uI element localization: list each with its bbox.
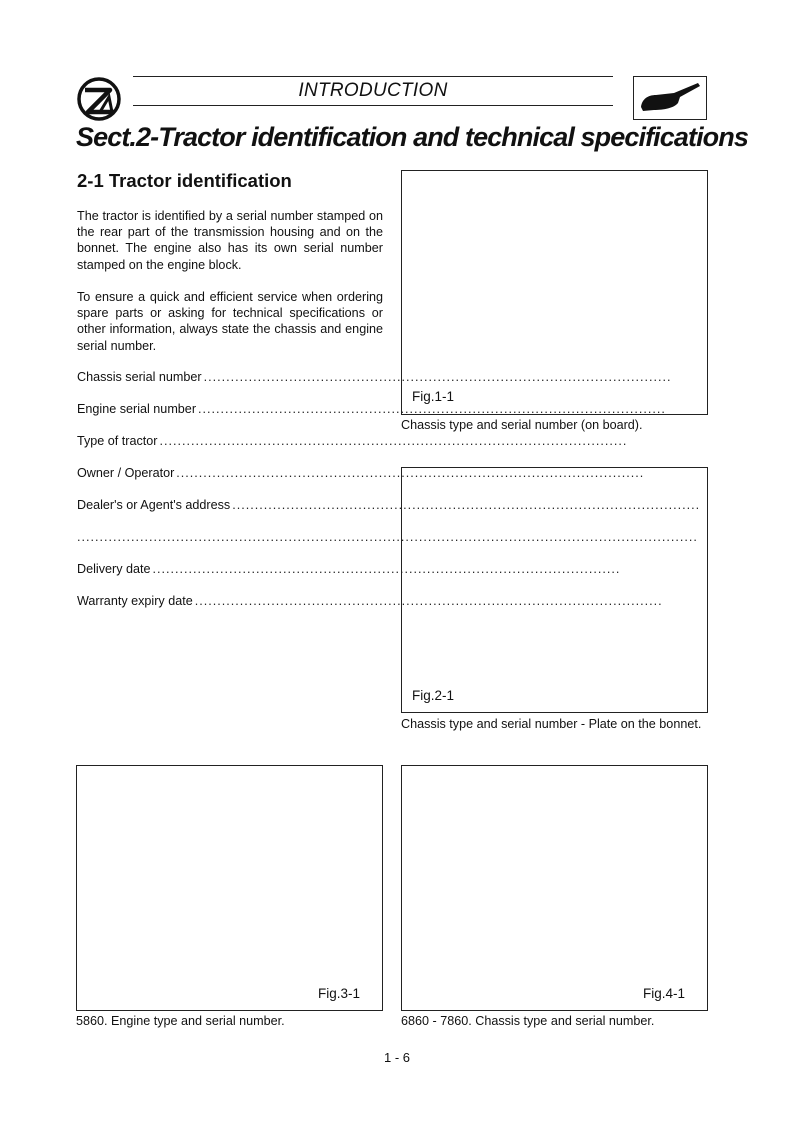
figure-4-caption: 6860 - 7860. Chassis type and serial number. [401,1014,655,1028]
fill-in-dots: ........................................................................................................ [176,466,645,480]
figure-2-label: Fig.2-1 [412,688,455,703]
figure-2-frame [401,467,708,713]
form-line-warranty-expiry [77,594,663,608]
header-rule-bottom [133,105,613,106]
figure-1-caption: Chassis type and serial number (on board). [401,418,643,432]
form-line-dealer-address-cont [77,530,698,544]
service-paragraph: To ensure a quick and efficient service when ordering spare parts or asking for technical specifications or other information, always state the chassis and engine serial number. [77,290,383,353]
field-label: Type of tractor [77,434,158,448]
header-section-title: INTRODUCTION [298,80,448,101]
form-line-tractor-type [77,434,628,448]
figure-3-frame [76,765,383,1011]
form-line-delivery-date [77,562,621,576]
field-label: Owner / Operator [77,466,175,480]
pointing-hand-icon [634,77,706,119]
fill-in-dots: ........................................................................................................ [198,402,666,416]
field-label: Delivery date [77,562,151,576]
figure-4-frame [401,765,708,1011]
figure-2-caption: Chassis type and serial number - Plate on the bonnet. [401,717,702,731]
page-number: 1 - 6 [383,1050,410,1065]
figure-1-frame [401,170,708,415]
figure-1-label: Fig.1-1 [412,389,455,404]
fill-in-dots: ........................................................................................................ [152,562,621,576]
field-label: Warranty expiry date [77,594,193,608]
figure-4-label: Fig.4-1 [643,986,686,1001]
fill-in-dots: ........................................................................................................ [203,370,672,384]
form-line-dealer-address [77,498,701,512]
hand-icon-box [633,76,707,120]
fill-in-dots: ........................................................................................................ [194,594,663,608]
figure-3-label: Fig.3-1 [318,986,361,1001]
field-label: Dealer's or Agent's address [77,498,231,512]
form-line-engine-serial [77,402,666,416]
field-label: Chassis serial number [77,370,202,384]
section-heading: 2-1 Tractor identification [77,170,292,191]
form-line-chassis-serial [77,370,672,384]
fill-in-dots: ........................................................................................................ [232,498,701,512]
field-label: Engine serial number [77,402,197,416]
fill-in-dots: .......................................................................................................................................... [77,530,698,544]
form-line-owner-operator [77,466,645,480]
intro-paragraph: The tractor is identified by a serial number stamped on the rear part of the transmission housing and on the bonnet. The engine also has its own serial number stamped on the engine block. [77,209,383,272]
figure-3-caption: 5860. Engine type and serial number. [76,1014,285,1028]
fill-in-dots: ........................................................................................................ [159,434,628,448]
page-title: Sect.2-Tractor identification and technical specifications [76,122,748,152]
header-rule-top [133,76,613,77]
brand-logo-icon [76,76,122,122]
